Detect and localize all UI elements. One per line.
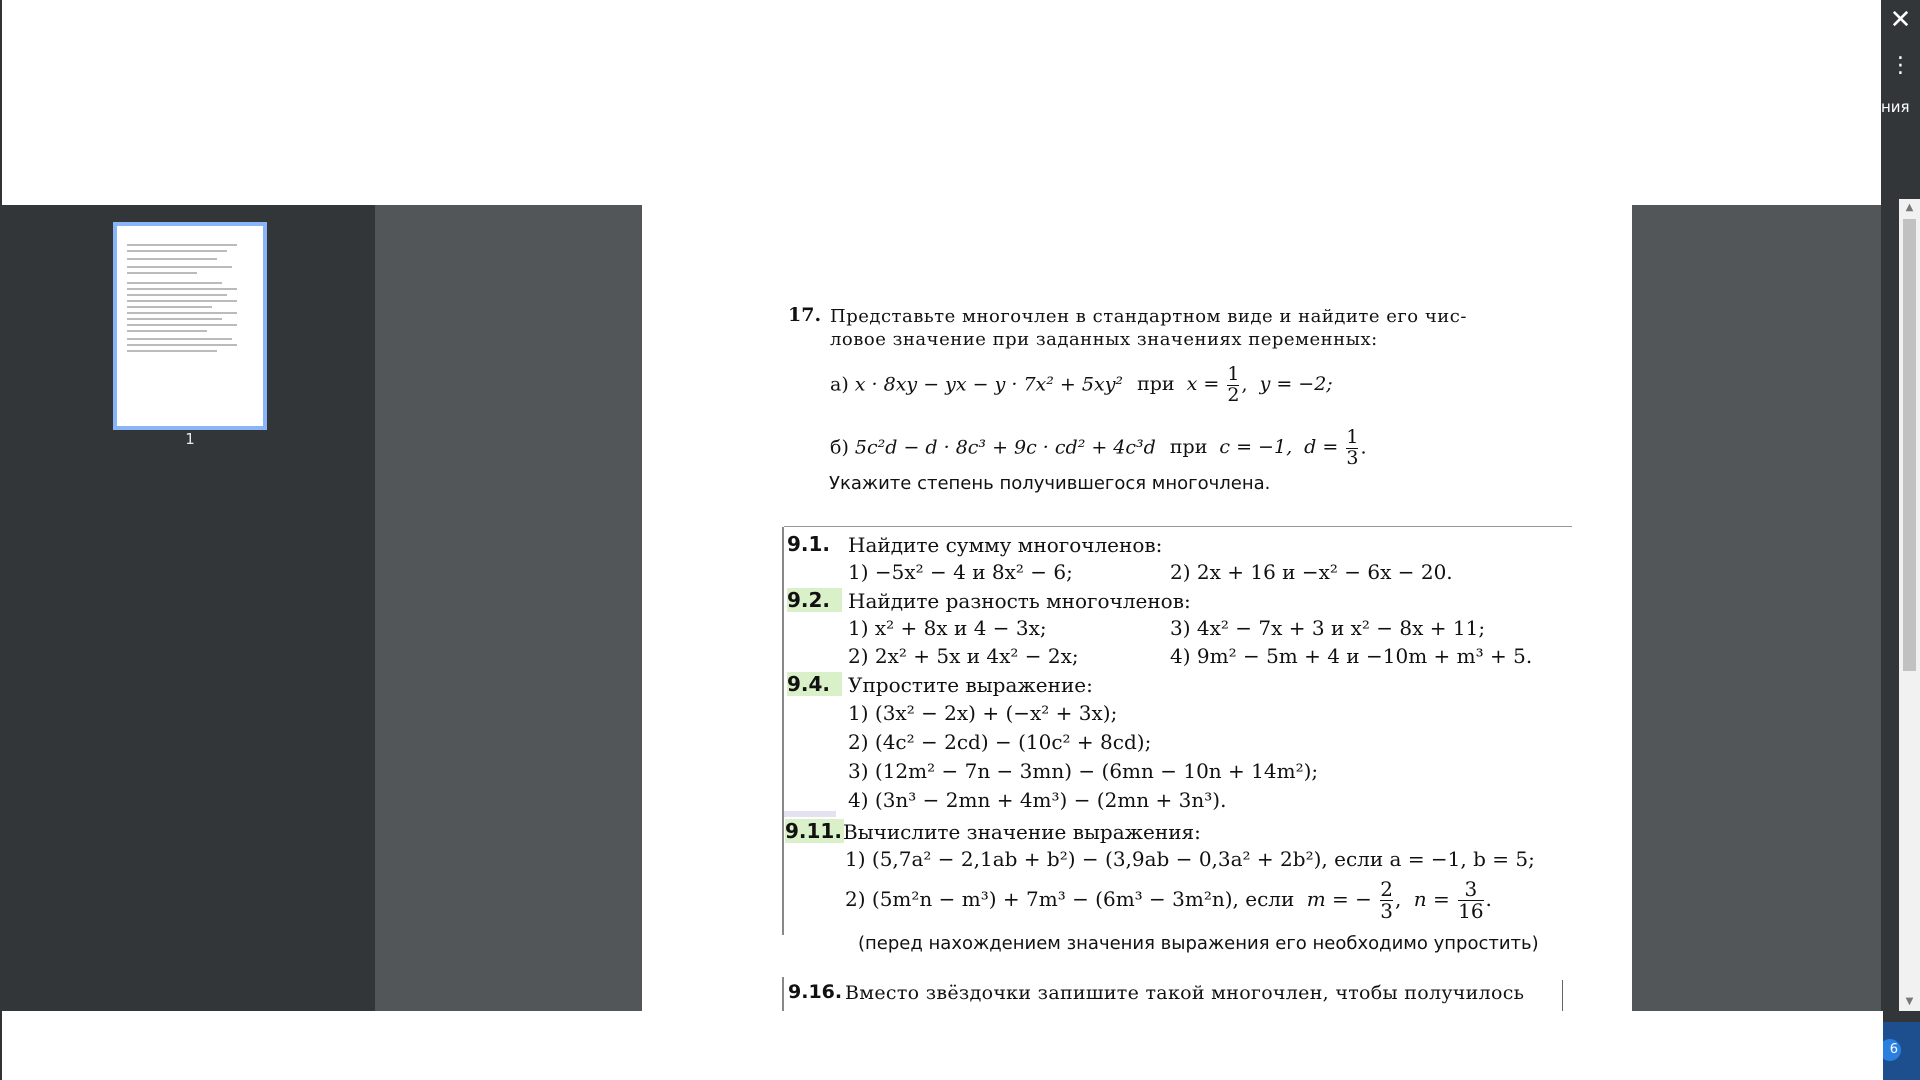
thumbnail-text-line — [127, 300, 237, 302]
task-item: 4) (3n³ − 2mn + 4m³) − (2mn + 3n³). — [848, 788, 1227, 812]
thumbnail-page-number: 1 — [185, 430, 195, 448]
scroll-up-icon[interactable]: ▲ — [1905, 202, 1914, 213]
thumbnail-text-line — [127, 312, 237, 314]
task-item-a: а) x · 8xy − yx − y · 7x² + 5xy² при x = $\frac{1}{2}$ , y = −2; — [830, 363, 1333, 406]
more-vertical-icon[interactable]: ⋮ — [1889, 53, 1912, 78]
condition-d: d = — [1304, 436, 1339, 459]
task-item: 2) (5m²n − m³) + 7m³ − (6m³ − 3m²n), если m = − $\frac{2}{3}$ , n = $\frac{3}{16}$ . — [845, 877, 1492, 923]
thumbnail-text-line — [127, 330, 207, 332]
vertical-scrollbar[interactable] — [1899, 199, 1920, 1011]
scroll-down-icon[interactable]: ▼ — [1905, 996, 1914, 1007]
task-title: Упростите выражение: — [848, 673, 1093, 697]
task-number: 9.2. — [787, 588, 842, 612]
task-title: Найдите разность многочленов: — [848, 589, 1191, 613]
thumbnail-text-line — [127, 258, 217, 260]
truncated-label: ния — [1881, 98, 1910, 116]
thumbnail-text-line — [127, 306, 212, 308]
task-number: 9.16. — [788, 981, 843, 1003]
expression: 2) (5m²n − m³) + 7m³ − (6m³ − 3m²n), если — [845, 887, 1295, 911]
scrollbar-thumb[interactable] — [1903, 219, 1916, 671]
thumbnail-text-line — [127, 288, 237, 290]
fraction-numerator: 3 — [1464, 877, 1478, 901]
fraction — [1458, 879, 1483, 922]
thumbnail-text-line — [127, 250, 227, 252]
task-item: 3) 4x² − 7x + 3 и x² − 8x + 11; — [1170, 616, 1486, 640]
item-label: а) — [830, 373, 849, 396]
thumbnail-text-line — [127, 272, 197, 274]
notification-badge[interactable]: 6 — [1879, 1039, 1901, 1061]
task-item: 1) −5x² − 4 и 8x² − 6; — [848, 560, 1073, 584]
task-note: Укажите степень получившегося многочлена. — [829, 473, 1271, 494]
expression: x · 8xy − yx − y · 7x² + 5xy² — [854, 373, 1124, 396]
fraction-denominator: 16 — [1458, 899, 1484, 923]
fraction-denominator: 2 — [1227, 383, 1240, 406]
fraction-numerator: 1 — [1346, 426, 1359, 448]
task-text: Вместо звёздочки запишите такой многочлен, чтобы получилось — [845, 982, 1525, 1004]
task-text: Представьте многочлен в стандартном виде и найдите его чис- — [830, 306, 1467, 327]
task-item: 1) x² + 8x и 4 − 3x; — [848, 616, 1047, 640]
thumbnail-text-line — [127, 244, 237, 246]
condition-word: при — [1169, 436, 1208, 459]
task-number: 9.1. — [787, 532, 831, 556]
page-thumbnail[interactable] — [113, 222, 267, 430]
task-item-b: б) 5c²d − d · 8c³ + 9c · cd² + 4c³d при c = −1, d = $\frac{1}{3}$ . — [830, 426, 1367, 469]
condition-c: c = −1, — [1219, 436, 1293, 459]
task-item: 1) (3x² − 2x) + (−x² + 3x); — [848, 701, 1118, 725]
fraction-numerator: 2 — [1380, 877, 1394, 901]
task-item: 3) (12m² − 7n − 3mn) − (6mn − 10n + 14m²); — [848, 759, 1319, 783]
task-note: (перед нахождением значения выражения его необходимо упростить) — [858, 933, 1539, 954]
thumbnail-text-line — [127, 282, 222, 284]
item-label: б) — [830, 436, 849, 459]
section-divider — [784, 526, 1572, 527]
pdf-viewer-area[interactable] — [375, 205, 1881, 1011]
thumbnail-text-line — [127, 318, 222, 320]
thumbnail-text-line — [127, 294, 227, 296]
task-item: 2) 2x² + 5x и 4x² − 2x; — [848, 644, 1079, 668]
task-item: 4) 9m² − 5m + 4 и −10m + m³ + 5. — [1170, 644, 1533, 668]
condition-x: x = — [1186, 373, 1220, 396]
thumbnail-text-line — [127, 338, 232, 340]
close-icon[interactable]: ✕ — [1889, 5, 1912, 35]
fraction — [1227, 365, 1239, 406]
task-number: 9.11. — [785, 819, 842, 843]
fraction-numerator: 1 — [1227, 363, 1240, 385]
task-item: 2) 2x + 16 и −x² − 6x − 20. — [1170, 560, 1453, 584]
fraction-denominator: 3 — [1380, 899, 1394, 923]
task-text: ловое значение при заданных значениях переменных: — [830, 329, 1378, 350]
bottom-blank-area — [0, 1011, 1883, 1080]
task-title: Найдите сумму многочленов: — [848, 533, 1163, 557]
left-rule — [782, 977, 784, 1011]
right-rule — [1562, 980, 1563, 1011]
task-number: 9.4. — [787, 672, 842, 696]
top-blank-area — [0, 0, 1883, 205]
thumbnail-text-line — [127, 266, 232, 268]
highlight-strip — [784, 811, 836, 817]
condition-n: n = — [1413, 887, 1450, 911]
task-item: 2) (4c² − 2cd) − (10c² + 8cd); — [848, 730, 1152, 754]
thumbnail-text-line — [127, 350, 217, 352]
condition-m: m = − — [1306, 887, 1372, 911]
task-number: 17. — [788, 304, 822, 326]
fraction-denominator: 3 — [1346, 446, 1359, 469]
condition-word: при — [1137, 373, 1175, 396]
left-rule — [782, 527, 784, 935]
expression: 5c²d − d · 8c³ + 9c · cd² + 4c³d — [854, 436, 1156, 459]
pdf-page — [642, 205, 1632, 1011]
thumbnail-text-line — [127, 324, 237, 326]
fraction — [1380, 879, 1393, 922]
thumbnail-text-line — [127, 344, 237, 346]
condition-y: y = −2; — [1259, 373, 1333, 396]
fraction — [1346, 428, 1358, 469]
task-title: Вычислите значение выражения: — [843, 820, 1201, 844]
task-item: 1) (5,7a² − 2,1ab + b²) − (3,9ab − 0,3a² + 2b²), если a = −1, b = 5; — [845, 847, 1535, 871]
